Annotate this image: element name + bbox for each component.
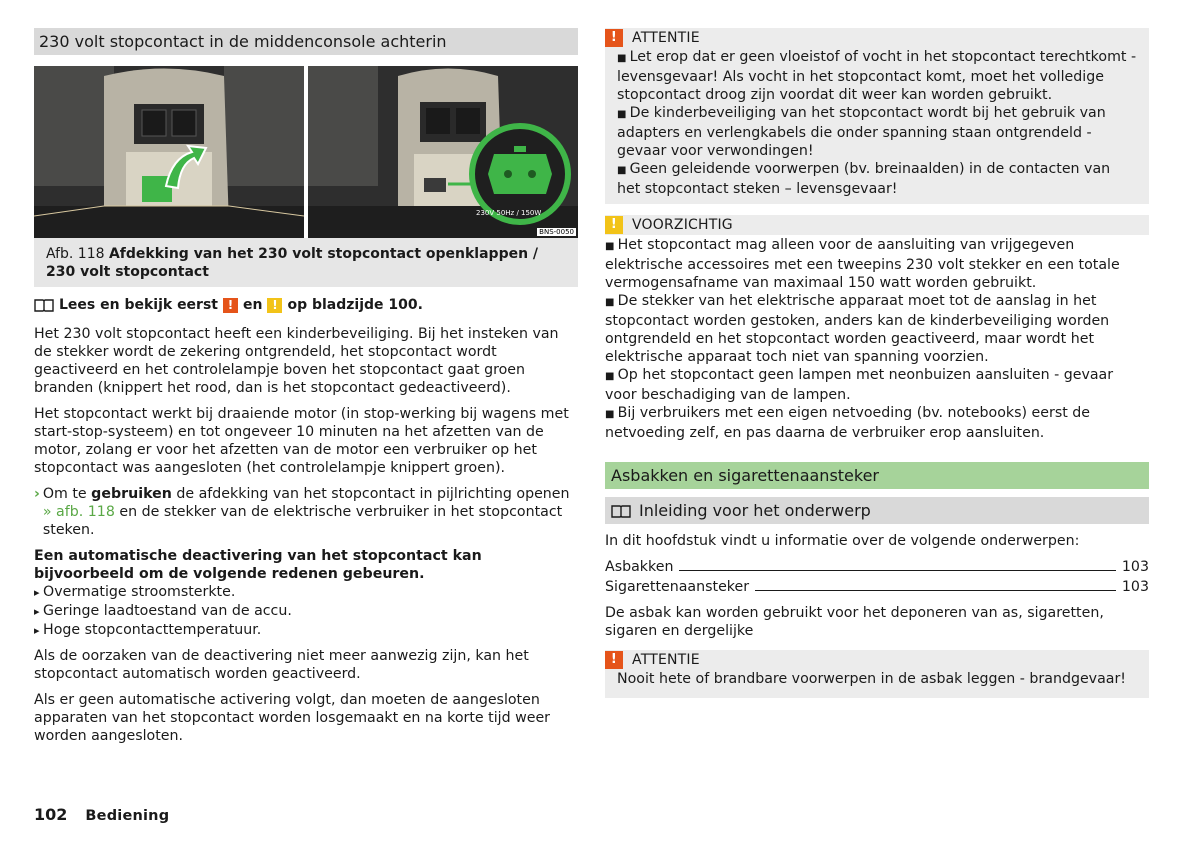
- figure-link[interactable]: » afb. 118: [42, 504, 115, 520]
- toc-row[interactable]: [605, 576, 1149, 596]
- toc-row[interactable]: [605, 556, 1149, 576]
- toc: [605, 556, 1149, 596]
- intro-text: In dit hoofdstuk vindt u informatie over de volgende onderwerpen:: [605, 533, 1080, 549]
- attentie-box-2: [605, 650, 1149, 698]
- asbak-text: De asbak kan worden gebruikt voor het deponeren van as, sigaretten, sigaren en dergelijke: [605, 605, 1104, 639]
- figure-image-socket: [308, 66, 578, 238]
- list-item: ▸ Overmatige stroomsterkte.: [34, 583, 578, 602]
- chapter-title: Asbakken en sigarettenaansteker: [605, 462, 1149, 489]
- attentie-title-2: ATTENTIE: [632, 652, 700, 668]
- warning-red-icon: !: [605, 29, 623, 47]
- list-item: ▸ Geringe laadtoestand van de accu.: [34, 602, 578, 621]
- left-column: [34, 28, 578, 753]
- list-item: ■ De kinderbeveiliging van het stopcontact wordt bij het gebruik van adapters en verlengkabels die onder spanning staan ontgrendeld - gevaar voor verwondingen!: [617, 104, 1137, 160]
- attentie-body: [617, 48, 1137, 198]
- list-item: ▸ Hoge stopcontacttemperatuur.: [34, 621, 578, 640]
- use-prefix: Om te: [42, 486, 87, 502]
- attentie-box: [605, 28, 1149, 204]
- list-item: ■ Het stopcontact mag alleen voor de aansluiting van vrijgegeven elektrische accessoires met een tweepins 230 volt stekker en een totale vermogensafname van maximaal 150 watt worden gebruikt.: [605, 236, 1149, 292]
- voorzichtig-header: [605, 215, 1137, 235]
- book-icon: [611, 504, 631, 518]
- section-title: 230 volt stopcontact in de middenconsole achterin: [34, 28, 578, 55]
- attentie-text-2: Nooit hete of brandbare voorwerpen in de asbak leggen - brandgevaar!: [617, 671, 1126, 687]
- list-item: ■ Bij verbruikers met een eigen netvoeding (bv. notebooks) eerst de netvoeding zelf, en pas daarna de verbruiker erop aansluiten.: [605, 404, 1149, 442]
- paragraph-child-safety: Het 230 volt stopcontact heeft een kinderbeveiliging. Bij het insteken van de stekker wordt de zekering ontgrendeld, het stopcontact wordt geactiveerd en het controlelampje boven het stopcontact gaat groen branden (knippert het rood, dan is het stopcontact gedeactiveerd).: [34, 326, 559, 396]
- list-item: ■ Op het stopcontact geen lampen met neonbuizen aansluiten - gevaar voor beschadiging van de lampen.: [605, 366, 1149, 404]
- read-first-and: en: [242, 297, 263, 313]
- intro-title-bar: [605, 497, 1149, 524]
- voorzichtig-block: [605, 215, 1149, 442]
- toc-leader: [679, 570, 1115, 571]
- book-icon: [34, 298, 54, 312]
- intro-title: Inleiding voor het onderwerp: [639, 500, 871, 520]
- attentie-header-2: [605, 650, 1137, 670]
- right-column: [605, 28, 1149, 698]
- image-code: BNS-0050: [539, 228, 574, 236]
- use-instruction: [34, 485, 578, 539]
- figure-caption-text: Afdekking van het 230 volt stopcontact openklappen / 230 volt stopcontact: [46, 246, 539, 280]
- figure-ref: Afb. 118: [46, 246, 105, 262]
- page-number: 102: [34, 805, 68, 824]
- toc-page: 103: [1121, 579, 1149, 595]
- deactivation-heading: Een automatische deactivering van het stopcontact kan bijvoorbeeld om de volgende redenen gebeuren.: [34, 548, 482, 582]
- warning-red-icon: !: [605, 651, 623, 669]
- attentie-title: ATTENTIE: [632, 30, 700, 46]
- attentie-header: [605, 28, 1137, 48]
- console-cover-illustration: [34, 66, 304, 238]
- page-footer: [34, 806, 169, 825]
- voorzichtig-title: VOORZICHTIG: [632, 217, 733, 233]
- socket-label: 230V 50Hz / 150W: [476, 209, 542, 217]
- read-first-suffix: op bladzijde 100.: [287, 297, 423, 313]
- use-bold: gebruiken: [91, 486, 172, 502]
- toc-label: Asbakken: [605, 559, 674, 575]
- toc-leader: [755, 590, 1116, 591]
- list-item: ■ Let erop dat er geen vloeistof of vocht in het stopcontact terechtkomt - levensgevaar! Als vocht in het stopcontact komt, moet het volledige stopcontact droog zijn voordat dit weer kan worden gebruikt.: [617, 48, 1137, 104]
- paragraph-operation: Het stopcontact werkt bij draaiende motor (in stop-werking bij wagens met start-stop-systeem) en tot ongeveer 10 minuten na het afzetten van de motor, zolang er voor het afzetten van de motor een verbruiker op het stopcontact was aangesloten (het controlelampje knippert groen).: [34, 406, 569, 476]
- arrow-icon: ›: [34, 486, 40, 502]
- toc-label: Sigarettenaansteker: [605, 579, 750, 595]
- deactivation-list: [34, 583, 578, 640]
- figure-caption: [34, 238, 578, 287]
- warning-yellow-icon: !: [267, 298, 282, 313]
- use-text1: de afdekking van het stopcontact in pijlrichting openen: [176, 486, 570, 502]
- figure-118: [34, 66, 578, 238]
- paragraph-reconnect: Als er geen automatische activering volgt, dan moeten de aangesloten apparaten van het stopcontact worden losgemaakt en na korte tijd weer worden aangesloten.: [34, 692, 551, 744]
- use-instruction-text: [43, 485, 578, 539]
- figure-image-cover: [34, 66, 304, 238]
- read-first-note: [34, 296, 578, 314]
- list-item: ■ De stekker van het elektrische apparaat moet tot de aanslag in het stopcontact worden gestoken, anders kan de kinderbeveiliging worden ontgrendeld en het stopcontact worden geactiveerd, maar wordt het elektrische apparaat toch niet van spanning voorzien.: [605, 292, 1149, 366]
- toc-page: 103: [1121, 559, 1149, 575]
- voorzichtig-header-box: [605, 215, 1149, 235]
- voorzichtig-body: [605, 235, 1149, 442]
- warning-red-icon: !: [223, 298, 238, 313]
- read-first-prefix: Lees en bekijk eerst: [59, 297, 218, 313]
- warning-yellow-icon: !: [605, 216, 623, 234]
- use-text2: en de stekker van de elektrische verbruiker in het stopcontact steken.: [42, 504, 563, 538]
- list-item: ■ Geen geleidende voorwerpen (bv. breinaalden) in de contacten van het stopcontact steken – levensgevaar!: [617, 160, 1137, 198]
- section-name: Bediening: [85, 808, 170, 824]
- paragraph-reactivation: Als de oorzaken van de deactivering niet meer aanwezig zijn, kan het stopcontact automatisch worden geactiveerd.: [34, 648, 529, 682]
